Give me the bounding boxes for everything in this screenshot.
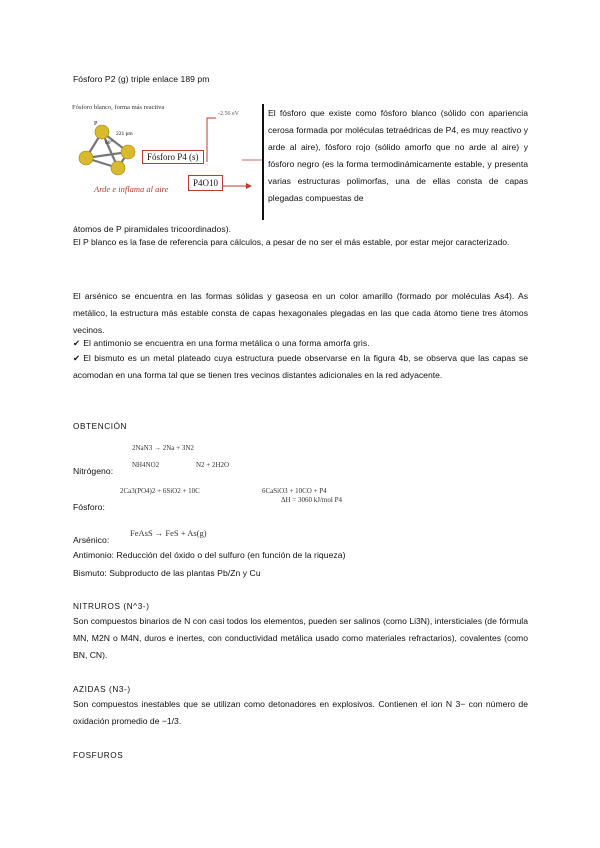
nitrogen-eq-2-reactant: NH4NO2 xyxy=(132,461,160,469)
figure-caption: Fósforo blanco, forma más reactiva xyxy=(72,104,165,111)
p-atom xyxy=(79,151,93,165)
antimony-text-body: El antimonio se encuentra en una forma metálica o una forma amorfa gris. xyxy=(83,338,370,348)
azidas-heading: AZIDAS (N3-) xyxy=(73,685,131,694)
atom-label: P xyxy=(94,121,98,127)
phosphorus-allotropes-text: El fósforo que existe como fósforo blanco (sólido con apariencia cerosa formada por moléculas tetraédricas de P4, es muy reactivo y arde al aire), fósforo rojo (sólido amorfo que no arde al aire) y fósforo negro (es la forma termodinámicamente estable, y presenta varias estructuras polimorfas, una de ellas consta de capas plegadas compuestas de xyxy=(268,108,528,203)
p-atom xyxy=(95,125,109,139)
phosphorus-bond-note: Fósforo P2 (g) triple enlace 189 pm xyxy=(73,74,210,84)
oxidation-label: Arde e inflama al aire xyxy=(94,184,169,194)
phosphorus-allotropes-text-cont: átomos de P piramidales tricoordinados). xyxy=(73,224,232,234)
arsenic-text: El arsénico se encuentra en las formas sólidas y gaseosa en un color amarillo (formado por moléculas As4). As metálico, la estructura más estable consta de capas hexagonales plegadas en las que cada átomo tiene tres átomos vecinos. xyxy=(73,291,528,335)
arsenic-eq: FeAsS → FeS + As(g) xyxy=(130,528,207,538)
divider xyxy=(262,104,264,220)
phosphorus-eq-reactants: 2Ca3(PO4)2 + 6SiO2 + 10C xyxy=(120,487,200,495)
energy-label: -2.56 eV xyxy=(218,111,239,117)
nitrogen-label: Nitrógeno: xyxy=(73,466,114,476)
fosfuros-heading: FOSFUROS xyxy=(73,751,124,760)
p-atom xyxy=(111,161,125,175)
nitruros-heading: NITRUROS (N^3-) xyxy=(73,602,150,611)
reference-phase-text: El P blanco es la fase de referencia para cálculos, a pesar de no ser el más estable, por estar mejor caracterizado. xyxy=(73,237,510,247)
phosphorus-eq-enthalpy: ΔH = 3060 kJ/mol P4 xyxy=(281,496,342,504)
bismuth-obtention: Bismuto: Subproducto de las plantas Pb/Zn y Cu xyxy=(73,568,261,578)
check-icon: ✔ xyxy=(73,338,81,348)
bond-length-label: 221 pm xyxy=(116,131,133,137)
bismuth-text-body: El bismuto es un metal plateado cuya estructura puede observarse en la figura 4b, se observa que las capas se acomodan en una forma tal que se tienen tres vecinos distantes adicionales en la red adyacente. xyxy=(73,353,528,380)
nitrogen-eq-2-products: N2 + 2H2O xyxy=(196,461,230,469)
p4-figure xyxy=(72,104,262,196)
phosphorus-eq-products: 6CaSiO3 + 10CO + P4 xyxy=(262,487,327,495)
nitrogen-eq-1: 2NaN3 → 2Na + 3N2 xyxy=(132,444,194,452)
bond-angle-label: 60° xyxy=(105,140,113,146)
obtencion-heading: OBTENCIÓN xyxy=(73,422,128,431)
nitruros-text: Son compuestos binarios de N con casi todos los elementos, pueden ser salinos (como Li3N), intersticiales (de fórmula MN, M2N o M4N, duros e inertes, con conductividad metálica usado como materiales refractarios), covalentes (como BN, CN). xyxy=(73,616,528,660)
arsenic-label: Arsénico: xyxy=(73,535,110,545)
phosphorus-label: Fósforo: xyxy=(73,502,105,512)
antimony-obtention: Antimonio: Reducción del óxido o del sulfuro (en función de la riqueza) xyxy=(73,550,346,560)
p4o10-box: P4O10 xyxy=(188,175,223,191)
p4-solid-box: Fósforo P4 (s) xyxy=(142,150,204,164)
azidas-text: Son compuestos inestables que se utilizan como detonadores en explosivos. Contienen el ion N 3− con número de oxidación promedio de −1/3. xyxy=(73,699,528,726)
antimony-text xyxy=(73,338,370,349)
bismuth-text xyxy=(73,350,528,384)
check-icon: ✔ xyxy=(73,353,81,363)
